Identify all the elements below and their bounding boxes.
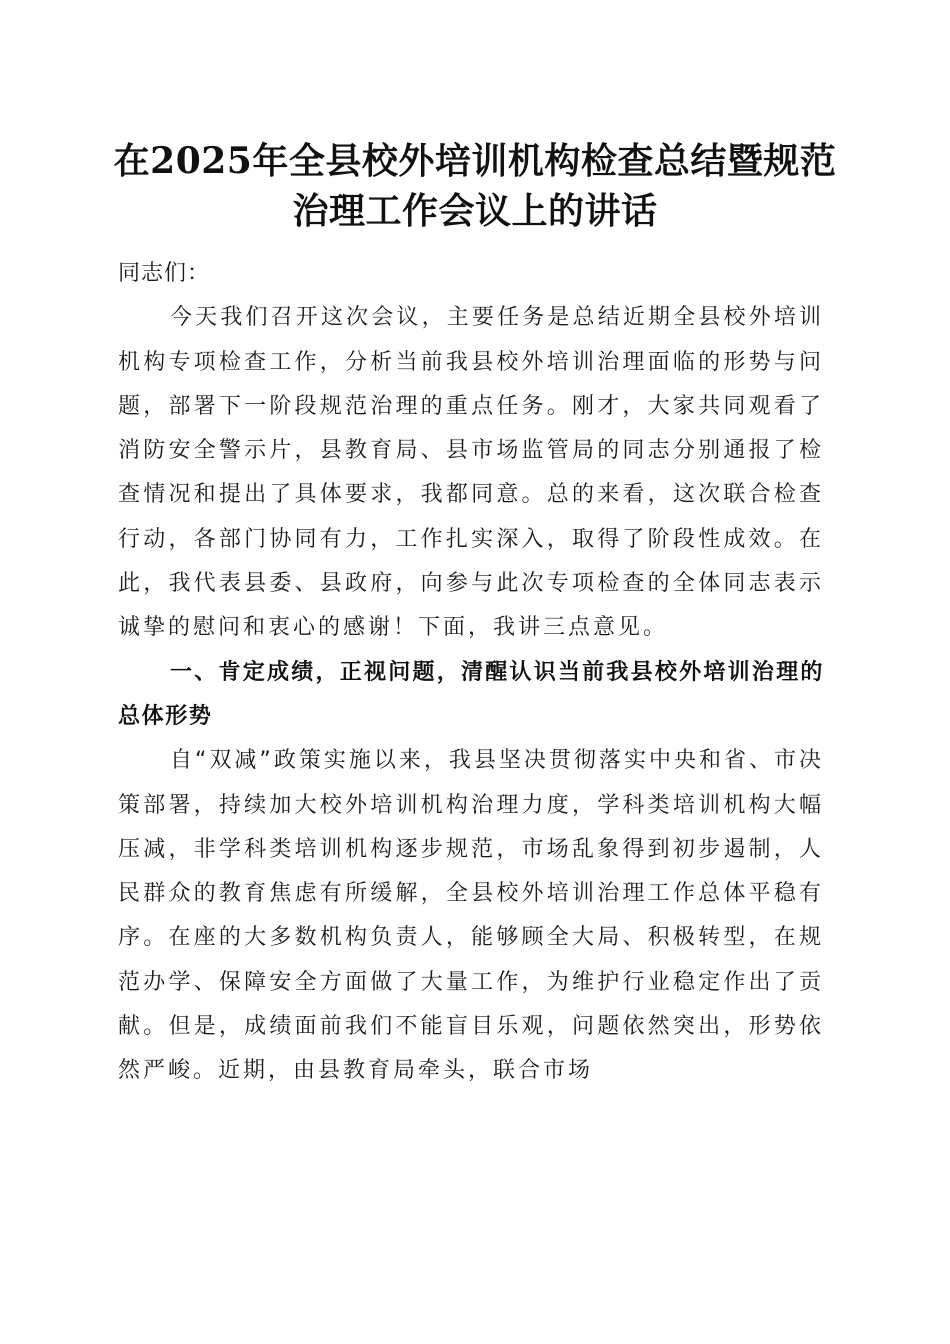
paragraph-opening: 今天我们召开这次会议，主要任务是总结近期全县校外培训机构专项检查工作，分析当前我县校外培训治理面临的形势与问题，部署下一阶段规范治理的重点任务。刚才，大家共同观看了消防安全警示片，县教育局、县市场监管局的同志分别通报了检查情况和提出了具体要求，我都同意。总的来看，这次联合检查行动，各部门协同有力，工作扎实深入，取得了阶段性成效。在此，我代表县委、县政府，向参与此次专项检查的全体同志表示诚挚的慰问和衷心的感谢！下面，我讲三点意见。 bbox=[118, 305, 824, 641]
title-line-2: 治理工作会议上的讲话 bbox=[292, 190, 658, 232]
greeting: 同志们： bbox=[118, 261, 211, 286]
paragraph-section-1: 自“双减”政策实施以来，我县坚决贯彻落实中央和省、市决策部署，持续加大校外培训机构治理力度，学科类培训机构大幅压减，非学科类培训机构逐步规范，市场乱象得到初步遏制，人民群众的教育焦虑有所缓解，全县校外培训治理工作总体平稳有序。在座的大多数机构负责人，能够顾全大局、积极转型，在规范办学、保障安全方面做了大量工作，为维护行业稳定作出了贡献。但是，成绩面前我们不能盲目乐观，问题依然突出，形势依然严峻。近期，由县教育局牵头，联合市场 bbox=[118, 748, 824, 1084]
section-heading-1: 一、肯定成绩，正视问题，清醒认识当前我县校外培训治理的总体形势 bbox=[118, 659, 824, 729]
document-body bbox=[118, 252, 824, 1094]
document-title bbox=[80, 136, 870, 236]
title-line-1: 在2025年全县校外培训机构检查总结暨规范 bbox=[113, 140, 837, 182]
